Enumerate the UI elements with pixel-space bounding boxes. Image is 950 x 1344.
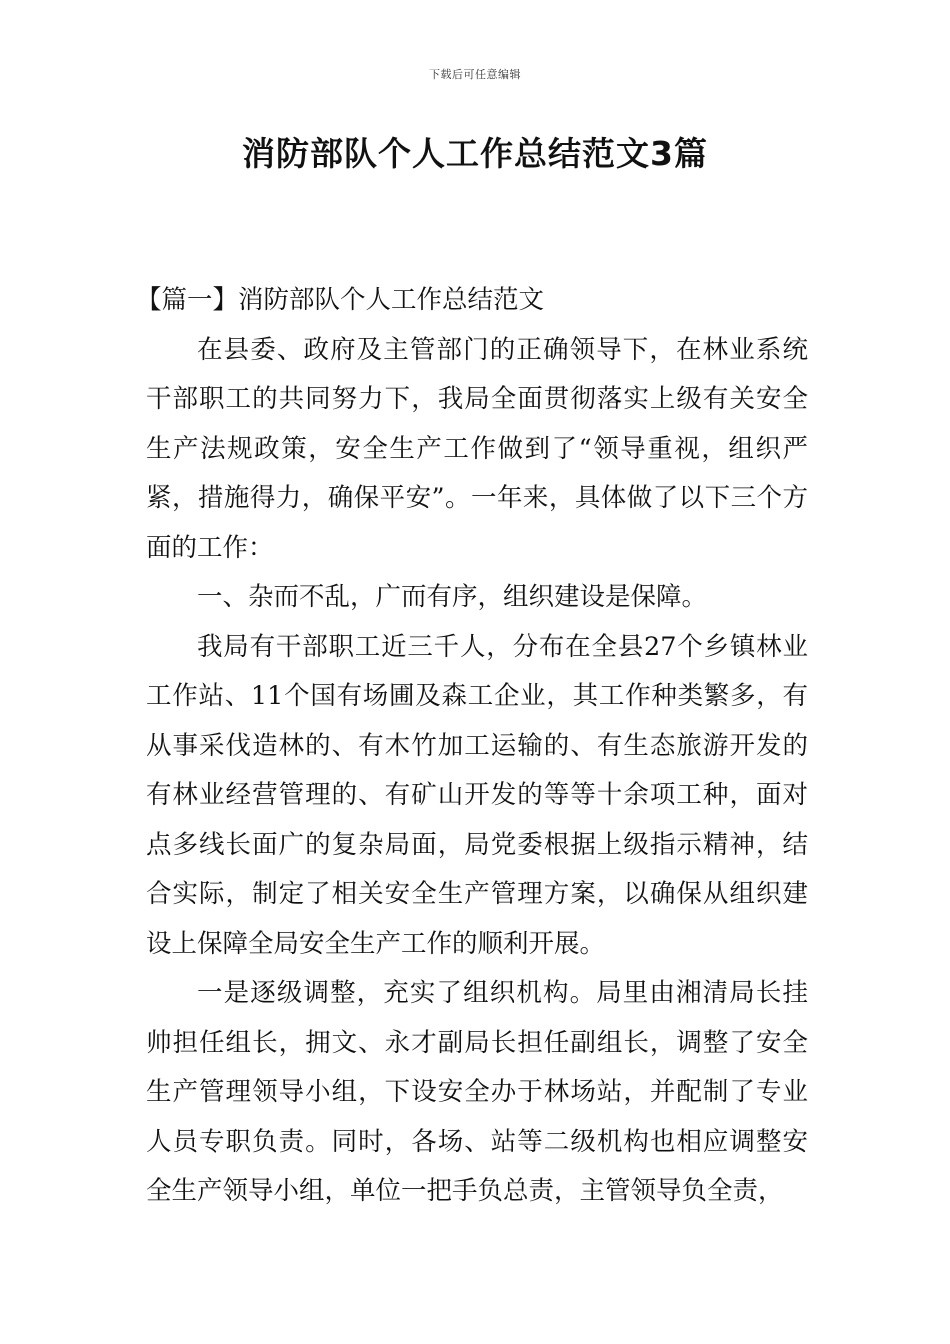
document-title: 消防部队个人工作总结范文3篇 [242,134,708,173]
paragraph-3: 我局有干部职工近三千人，分布在全县27个乡镇林业工作站、11个国有场圃及森工企业，其工作种类繁多，有从事采伐造林的、有木竹加工运输的、有生态旅游开发的有林业经营管理的、有矿山开发的等等十余项工种，面对点多线长面广的复杂局面，局党委根据上级指示精神，结合实际，制定了相关安全生产管理方案，以确保从组织建设上保障全局安全生产工作的顺利开展。 [146,631,808,959]
paragraph-2: 一、杂而不乱，广而有序，组织建设是保障。 [197,582,708,612]
header-note: 下载后可任意编辑 [429,68,521,81]
paragraph-1: 在县委、政府及主管部门的正确领导下，在林业系统干部职工的共同努力下，我局全面贯彻落实上级有关安全生产法规政策，安全生产工作做到了“领导重视，组织严紧，措施得力，确保平安”。一年来，具体做了以下三个方面的工作： [146,334,808,563]
document-body [136,276,808,1217]
paragraph-4: 一是逐级调整，充实了组织机构。局里由湘清局长挂帅担任组长，拥文、永才副局长担任副组长，调整了安全生产管理领导小组，下设安全办于林场站，并配制了专业人员专职负责。同时，各场、站等二级机构也相应调整安全生产领导小组，单位一把手负总责，主管领导负全责， [146,978,808,1206]
section-heading: 【篇一】消防部队个人工作总结范文 [136,285,545,315]
